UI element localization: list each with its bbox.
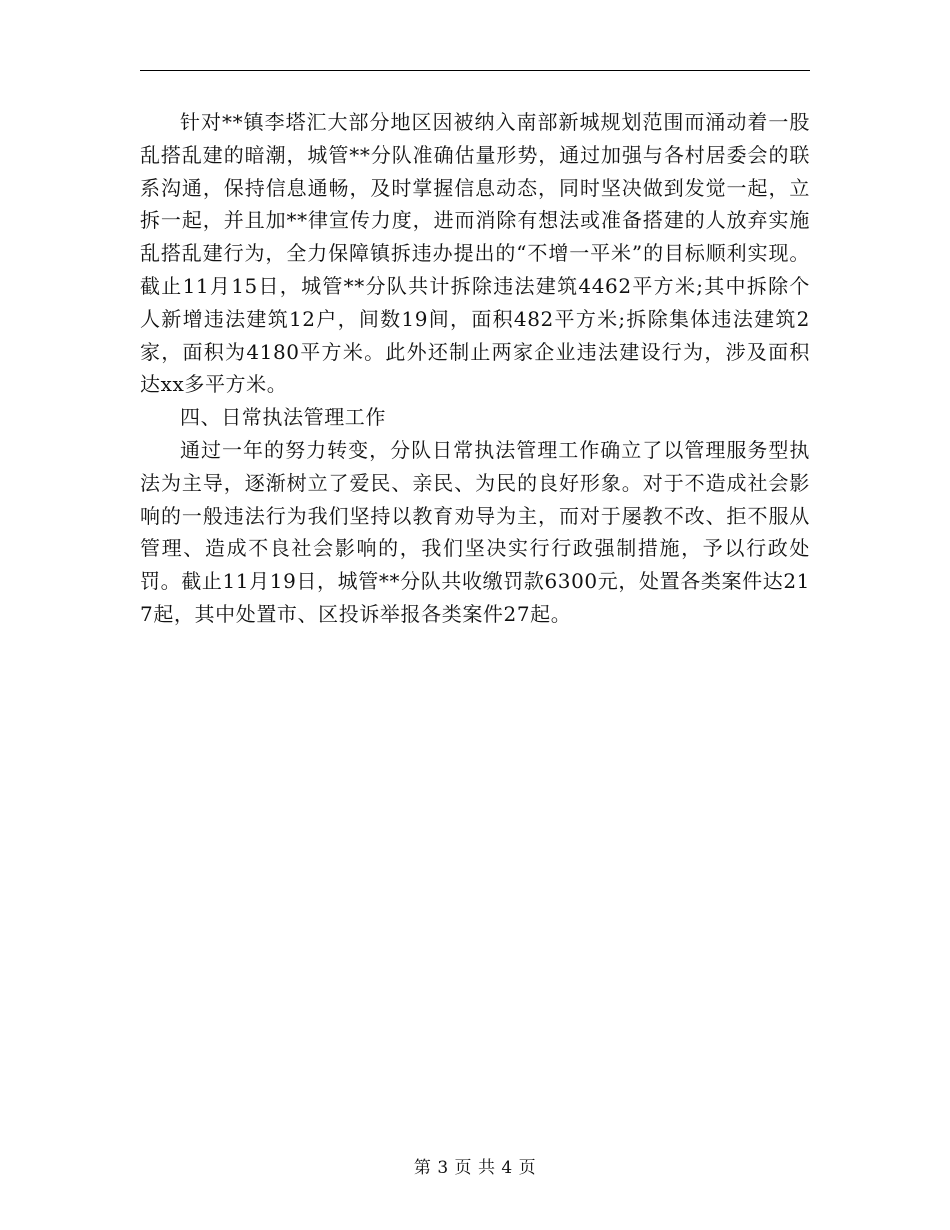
paragraph-daily-enforcement: 通过一年的努力转变，分队日常执法管理工作确立了以管理服务型执法为主导，逐渐树立了爱民、亲民、为民的良好形象。对于不造成社会影响的一般违法行为我们坚持以教育劝导为主，而对于屡教不改、拒不服从管理、造成不良社会影响的，我们坚决实行行政强制措施，予以行政处罚。截止11月19日，城管**分队共收缴罚款6300元，处置各类案件达217起，其中处置市、区投诉举报各类案件27起。 — [140, 437, 810, 626]
document-body — [140, 106, 810, 631]
header-rule — [140, 70, 810, 71]
section-heading-daily-enforcement: 四、日常执法管理工作 — [180, 405, 386, 430]
paragraph-demolition: 针对**镇李塔汇大部分地区因被纳入南部新城规划范围而涌动着一股乱搭乱建的暗潮，城管**分队准确估量形势，通过加强与各村居委会的联系沟通，保持信息通畅，及时掌握信息动态，同时坚决做到发觉一起，立拆一起，并且加**律宣传力度，进而消除有想法或准备搭建的人放弃实施乱搭乱建行为，全力保障镇拆违办提出的“不增一平米”的目标顺利实现。截止11月15日，城管**分队共计拆除违法建筑4462平方米;其中拆除个人新增违法建筑12户，间数19间，面积482平方米;拆除集体违法建筑2家，面积为4180平方米。此外还制止两家企业违法建设行为，涉及面积达xx多平方米。 — [140, 110, 810, 397]
page-number-footer: 第 3 页 共 4 页 — [413, 1158, 537, 1178]
